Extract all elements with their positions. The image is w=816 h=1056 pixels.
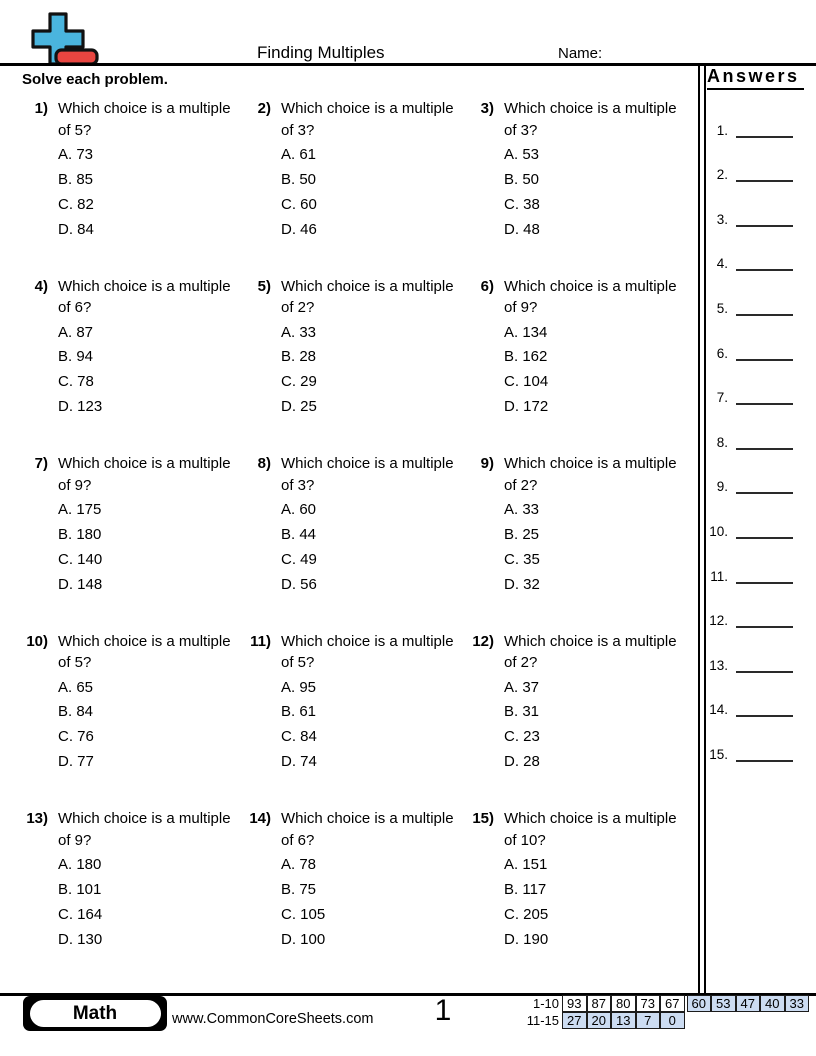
- score-cell: 40: [760, 995, 785, 1012]
- choice-option: C. 38: [504, 195, 540, 213]
- problem-number: 4): [34, 277, 48, 295]
- answer-blank[interactable]: [736, 582, 793, 584]
- question-text-line2: of 9?: [504, 299, 538, 316]
- choices-list: [281, 498, 468, 598]
- choice-option: B. 25: [504, 525, 540, 543]
- choice-option: A. 65: [58, 678, 94, 696]
- choices-list: [504, 143, 694, 243]
- score-row-label: 1-10: [532, 996, 559, 1011]
- problem-body: [504, 631, 694, 809]
- question-text-line2: of 2?: [281, 299, 315, 316]
- answer-blank[interactable]: [736, 136, 793, 138]
- choice-option: A. 95: [281, 678, 317, 696]
- question-text-line1: Which choice is a multiple: [504, 632, 677, 650]
- score-row-1: [526, 995, 809, 1012]
- problem-number: 8): [257, 455, 271, 472]
- problem-number: 3): [480, 100, 494, 117]
- choice-option: B. 84: [58, 703, 94, 721]
- answer-number: 7.: [716, 390, 728, 406]
- problem-body: [281, 276, 468, 454]
- choices-list: [504, 676, 694, 776]
- answer-row: [700, 406, 804, 451]
- answer-number: 14.: [709, 702, 728, 718]
- answer-blank[interactable]: [736, 626, 793, 628]
- answer-blank[interactable]: [736, 269, 793, 271]
- choice-option: B. 75: [281, 880, 317, 898]
- score-cell: 13: [611, 1012, 636, 1029]
- choice-option: D. 172: [504, 398, 549, 416]
- choices-list: [281, 143, 468, 243]
- question-text-line1: Which choice is a multiple: [58, 810, 231, 827]
- choice-option: B. 61: [281, 703, 317, 721]
- choice-option: A. 87: [58, 323, 94, 341]
- answer-row: [700, 362, 804, 407]
- choice-option: A. 151: [504, 856, 548, 873]
- choice-option: D. 190: [504, 930, 549, 948]
- problem-body: [58, 276, 245, 454]
- question-text-line2: of 9?: [58, 476, 92, 494]
- score-cell: 7: [636, 1012, 661, 1029]
- minus-icon: [56, 50, 97, 64]
- choice-option: C. 35: [504, 550, 540, 568]
- question-text-line1: Which choice is a multiple: [281, 632, 454, 650]
- answer-number: 4.: [716, 256, 728, 272]
- score-row-2: [526, 1012, 809, 1029]
- answer-number: 11.: [710, 568, 728, 584]
- question-text-line2: of 3?: [504, 121, 538, 139]
- answer-blank[interactable]: [736, 715, 793, 717]
- choices-list: [281, 321, 468, 421]
- answer-row: [700, 317, 804, 362]
- score-cell: 93: [562, 995, 587, 1012]
- choice-option: B. 44: [281, 525, 317, 543]
- score-cell: 0: [660, 1012, 685, 1029]
- choice-option: D. 148: [58, 575, 103, 593]
- problem-item: [468, 808, 694, 986]
- choices-list: [504, 853, 694, 953]
- problem-item: [468, 631, 694, 809]
- choice-option: B. 94: [58, 348, 94, 366]
- problem-item: [468, 98, 694, 276]
- problem-body: [281, 98, 468, 276]
- score-cells-row-1: [562, 995, 809, 1012]
- choice-option: A. 73: [58, 146, 94, 163]
- name-label: Name:: [558, 45, 603, 62]
- header-divider: [0, 63, 816, 66]
- problem-number: 2): [257, 100, 271, 117]
- choices-list: [504, 321, 694, 421]
- choice-option: A. 175: [58, 501, 102, 518]
- question-text-line1: Which choice is a multiple: [281, 810, 454, 827]
- problem-item: [22, 631, 245, 809]
- choices-list: [58, 321, 245, 421]
- question-text-line2: of 5?: [281, 654, 315, 671]
- choice-option: B. 85: [58, 170, 94, 188]
- problem-number: 6): [480, 277, 494, 295]
- answer-number: 12.: [709, 613, 728, 629]
- instruction-text: Solve each problem.: [22, 71, 168, 88]
- problem-body: [58, 453, 245, 631]
- subject-badge: [23, 996, 167, 1031]
- choices-list: [504, 498, 694, 598]
- choice-option: C. 82: [58, 195, 94, 213]
- problem-item: [468, 276, 694, 454]
- choice-option: C. 29: [281, 373, 317, 391]
- question-text-line2: of 5?: [58, 654, 92, 671]
- problem-body: [58, 98, 245, 276]
- problem-item: [22, 808, 245, 986]
- score-cell: 47: [736, 995, 761, 1012]
- choice-option: B. 31: [504, 703, 540, 721]
- answer-blank[interactable]: [736, 403, 793, 405]
- choice-option: C. 84: [281, 728, 317, 746]
- answer-row: [700, 540, 804, 585]
- choices-list: [58, 853, 245, 953]
- choice-option: D. 25: [281, 398, 317, 416]
- answer-blank[interactable]: [736, 671, 793, 673]
- answer-blank[interactable]: [736, 225, 793, 227]
- commoncoresheets-logo: [26, 11, 100, 67]
- problem-number: 1): [34, 100, 48, 117]
- problem-body: [58, 631, 245, 809]
- answer-blank[interactable]: [736, 180, 793, 182]
- answer-number: 6.: [716, 345, 728, 361]
- question-text-line2: of 6?: [58, 299, 92, 316]
- answer-row: [700, 139, 804, 184]
- question-text-line1: Which choice is a multiple: [58, 455, 231, 472]
- answer-row: [700, 585, 804, 630]
- choice-option: B. 162: [504, 348, 548, 366]
- question-text-line1: Which choice is a multiple: [58, 100, 231, 117]
- problem-item: [22, 453, 245, 631]
- answer-blank[interactable]: [736, 359, 793, 361]
- problem-body: [504, 808, 694, 986]
- choice-option: B. 50: [504, 170, 540, 188]
- answer-blank[interactable]: [736, 448, 793, 450]
- choice-option: C. 60: [281, 195, 317, 213]
- answer-row: [700, 451, 804, 496]
- answer-blank[interactable]: [736, 537, 793, 539]
- score-table: [526, 995, 809, 1029]
- choice-option: C. 104: [504, 373, 549, 391]
- choice-option: D. 28: [504, 753, 540, 771]
- problem-body: [281, 808, 468, 986]
- choice-option: D. 46: [281, 220, 317, 238]
- question-text-line2: of 10?: [504, 831, 546, 849]
- choices-list: [58, 676, 245, 776]
- choice-option: A. 33: [281, 323, 317, 341]
- question-text-line2: of 5?: [58, 121, 92, 139]
- choice-option: C. 140: [58, 550, 103, 568]
- answers-list: [700, 94, 804, 763]
- score-cell: 80: [611, 995, 636, 1012]
- problem-body: [281, 453, 468, 631]
- problem-number: 5): [257, 277, 271, 295]
- answers-heading: Answers: [707, 66, 804, 90]
- answer-number: 5.: [716, 300, 728, 316]
- website-url: www.CommonCoreSheets.com: [172, 1011, 374, 1027]
- score-cell: 60: [687, 995, 712, 1012]
- choice-option: A. 37: [504, 678, 540, 696]
- score-cell: 87: [587, 995, 612, 1012]
- choice-option: B. 117: [504, 880, 547, 898]
- problem-item: [468, 453, 694, 631]
- choice-option: A. 134: [504, 323, 548, 341]
- answer-blank[interactable]: [736, 314, 793, 316]
- question-text-line1: Which choice is a multiple: [281, 455, 454, 472]
- choices-list: [281, 853, 468, 953]
- problems-grid: [22, 98, 698, 986]
- problem-number: 15): [472, 810, 494, 827]
- problem-item: [245, 808, 468, 986]
- choice-option: C. 164: [58, 905, 103, 923]
- problem-body: [504, 276, 694, 454]
- choice-option: B. 50: [281, 170, 317, 188]
- question-text-line1: Which choice is a multiple: [504, 810, 677, 827]
- choice-option: C. 205: [504, 905, 549, 923]
- answer-row: [700, 718, 804, 763]
- problem-item: [245, 98, 468, 276]
- choice-option: B. 180: [58, 525, 102, 543]
- score-row-label: 11-15: [526, 1013, 559, 1028]
- answer-row: [700, 228, 804, 273]
- score-cell: 73: [636, 995, 661, 1012]
- choice-option: A. 53: [504, 146, 540, 163]
- problem-body: [58, 808, 245, 986]
- answer-number: 13.: [709, 657, 728, 673]
- answer-number: 10.: [709, 523, 728, 539]
- question-text-line1: Which choice is a multiple: [58, 277, 231, 295]
- problem-body: [281, 631, 468, 809]
- subject-badge-label: Math: [30, 1000, 161, 1027]
- choice-option: A. 60: [281, 501, 317, 518]
- question-text-line2: of 6?: [281, 831, 315, 849]
- problem-number: 10): [26, 632, 48, 650]
- choice-option: A. 180: [58, 856, 102, 873]
- choice-option: A. 61: [281, 146, 317, 163]
- score-cells-row-2: [562, 1012, 685, 1029]
- choice-option: D. 77: [58, 753, 94, 771]
- answer-number: 15.: [709, 746, 728, 762]
- choice-option: C. 78: [58, 373, 94, 391]
- problem-number: 13): [26, 810, 48, 827]
- choice-option: A. 78: [281, 856, 317, 873]
- problem-number: 11): [250, 632, 271, 650]
- choice-option: D. 32: [504, 575, 540, 593]
- choices-list: [281, 676, 468, 776]
- choice-option: D. 123: [58, 398, 103, 416]
- choice-option: D. 48: [504, 220, 540, 238]
- answer-number: 3.: [716, 211, 728, 227]
- choice-option: D. 84: [58, 220, 94, 238]
- problem-item: [245, 631, 468, 809]
- problem-item: [245, 453, 468, 631]
- score-cell: 27: [562, 1012, 587, 1029]
- choice-option: D. 74: [281, 753, 317, 771]
- problem-number: 12): [472, 632, 494, 650]
- question-text-line1: Which choice is a multiple: [58, 632, 231, 650]
- choice-option: D. 130: [58, 930, 103, 948]
- question-text-line1: Which choice is a multiple: [281, 277, 454, 295]
- answer-number: 2.: [716, 167, 728, 183]
- choice-option: C. 49: [281, 550, 317, 568]
- problem-item: [245, 276, 468, 454]
- question-text-line2: of 3?: [281, 121, 315, 139]
- question-text-line2: of 2?: [504, 476, 538, 494]
- answer-row: [700, 674, 804, 719]
- answer-number: 1.: [716, 122, 728, 138]
- problem-body: [504, 453, 694, 631]
- answer-row: [700, 495, 804, 540]
- problem-number: 7): [34, 455, 48, 472]
- page-title: Finding Multiples: [257, 43, 385, 62]
- question-text-line2: of 3?: [281, 476, 315, 494]
- answer-row: [700, 94, 804, 139]
- choice-option: C. 76: [58, 728, 94, 746]
- score-cell: 53: [711, 995, 736, 1012]
- choices-list: [58, 143, 245, 243]
- problem-number: 14): [249, 810, 271, 827]
- problem-number: 9): [480, 455, 494, 472]
- problem-item: [22, 98, 245, 276]
- question-text-line2: of 9?: [58, 831, 92, 849]
- answer-row: [700, 629, 804, 674]
- problem-item: [22, 276, 245, 454]
- question-text-line1: Which choice is a multiple: [504, 100, 677, 117]
- answer-number: 8.: [716, 434, 728, 450]
- question-text-line1: Which choice is a multiple: [504, 277, 677, 295]
- question-text-line2: of 2?: [504, 654, 538, 671]
- choice-option: B. 101: [58, 880, 102, 898]
- choice-option: D. 100: [281, 930, 326, 948]
- answer-row: [700, 272, 804, 317]
- answer-blank[interactable]: [736, 760, 793, 762]
- answer-row: [700, 183, 804, 228]
- score-cell: 20: [587, 1012, 612, 1029]
- score-cell: 33: [785, 995, 810, 1012]
- choice-option: C. 23: [504, 728, 540, 746]
- answer-number: 9.: [716, 479, 728, 495]
- choice-option: B. 28: [281, 348, 317, 366]
- choice-option: A. 33: [504, 501, 540, 518]
- score-cell: 67: [660, 995, 685, 1012]
- problem-body: [504, 98, 694, 276]
- question-text-line1: Which choice is a multiple: [281, 100, 454, 117]
- choices-list: [58, 498, 245, 598]
- answer-blank[interactable]: [736, 492, 793, 494]
- choice-option: C. 105: [281, 905, 326, 923]
- page-number: 1: [434, 994, 452, 1027]
- choice-option: D. 56: [281, 575, 317, 593]
- question-text-line1: Which choice is a multiple: [504, 455, 677, 472]
